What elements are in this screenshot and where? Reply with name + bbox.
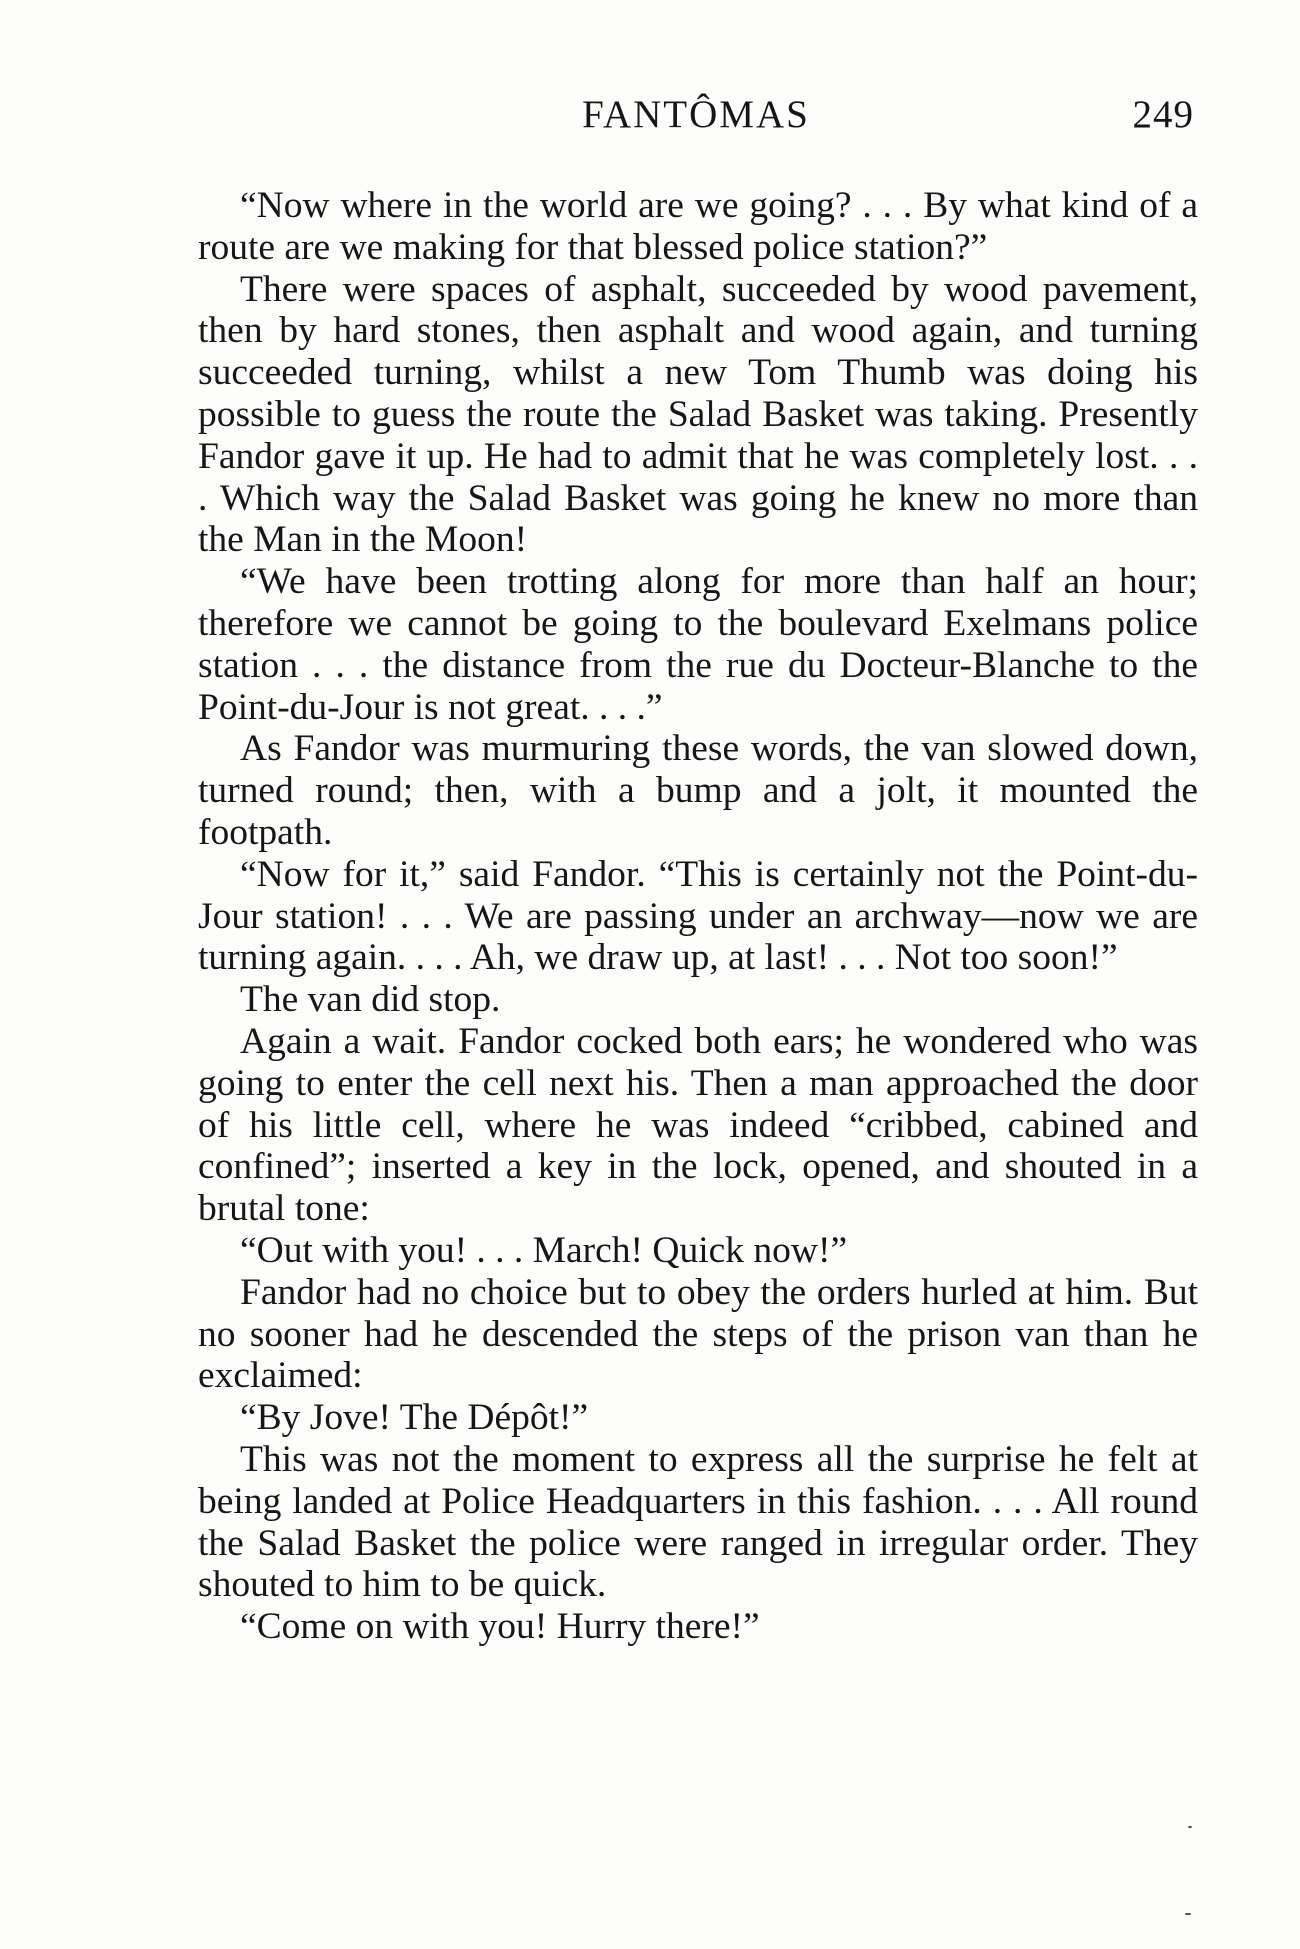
paragraph-12: “Come on with you! Hurry there!”: [240, 1606, 760, 1648]
paragraph-8: “Out with you! . . . March! Quick now!”: [240, 1229, 848, 1271]
paragraph-6: The van did stop.: [240, 979, 501, 1021]
paragraph-5: “Now for it,” said Fandor. “This is certainly not the Point-du-Jour station! . . . We are passing under an archway—now we are turning again. . . . Ah, we draw up, at last! . . . Not too soon!”: [198, 853, 1198, 979]
paragraph-11: This was not the moment to express all the surprise he felt at being landed at Police Headquarters in this fashion. . . . All round the Salad Basket the police were ranged in irregular order. They shouted to him to be quick.: [198, 1438, 1198, 1606]
running-head: [198, 92, 1194, 144]
paragraph-10: “By Jove! The Dépôt!”: [240, 1397, 589, 1439]
paragraph-7: Again a wait. Fandor cocked both ears; he wondered who was going to enter the cell next his. Then a man approached the door of his little cell, where he was indeed “cribbed, cabined and confined”; inserted a key in the lock, opened, and shouted in a brutal tone:: [198, 1020, 1198, 1230]
scan-speck: [1188, 1826, 1192, 1828]
page-number: 249: [1132, 93, 1194, 136]
paragraph-2: There were spaces of asphalt, succeeded by wood pavement, then by hard stones, then asphalt and wood again, and turning succeeded turning, whilst a new Tom Thumb was doing his possible to guess the route the Salad Basket was taking. Presently Fandor gave it up. He had to admit that he was completely lost. . . . Which way the Salad Basket was going he knew no more than the Man in the Moon!: [198, 268, 1198, 561]
paragraph-1: “Now where in the world are we going? . . . By what kind of a route are we making for that blessed police station?”: [198, 185, 1198, 268]
body-text: [198, 185, 1198, 1648]
running-title: FANTÔMAS: [582, 93, 810, 136]
paragraph-4: As Fandor was murmuring these words, the van slowed down, turned round; then, with a bump and a jolt, it mounted the footpath.: [198, 728, 1198, 853]
paragraph-9: Fandor had no choice but to obey the orders hurled at him. But no sooner had he descended the steps of the prison van than he exclaimed:: [198, 1271, 1198, 1397]
paragraph-3: “We have been trotting along for more than half an hour; therefore we cannot be going to the boulevard Exelmans police station . . . the distance from the rue du Docteur-Blanche to the Point-du-Jour is not great. . . .”: [198, 561, 1198, 728]
scan-speck: [1185, 1913, 1191, 1915]
